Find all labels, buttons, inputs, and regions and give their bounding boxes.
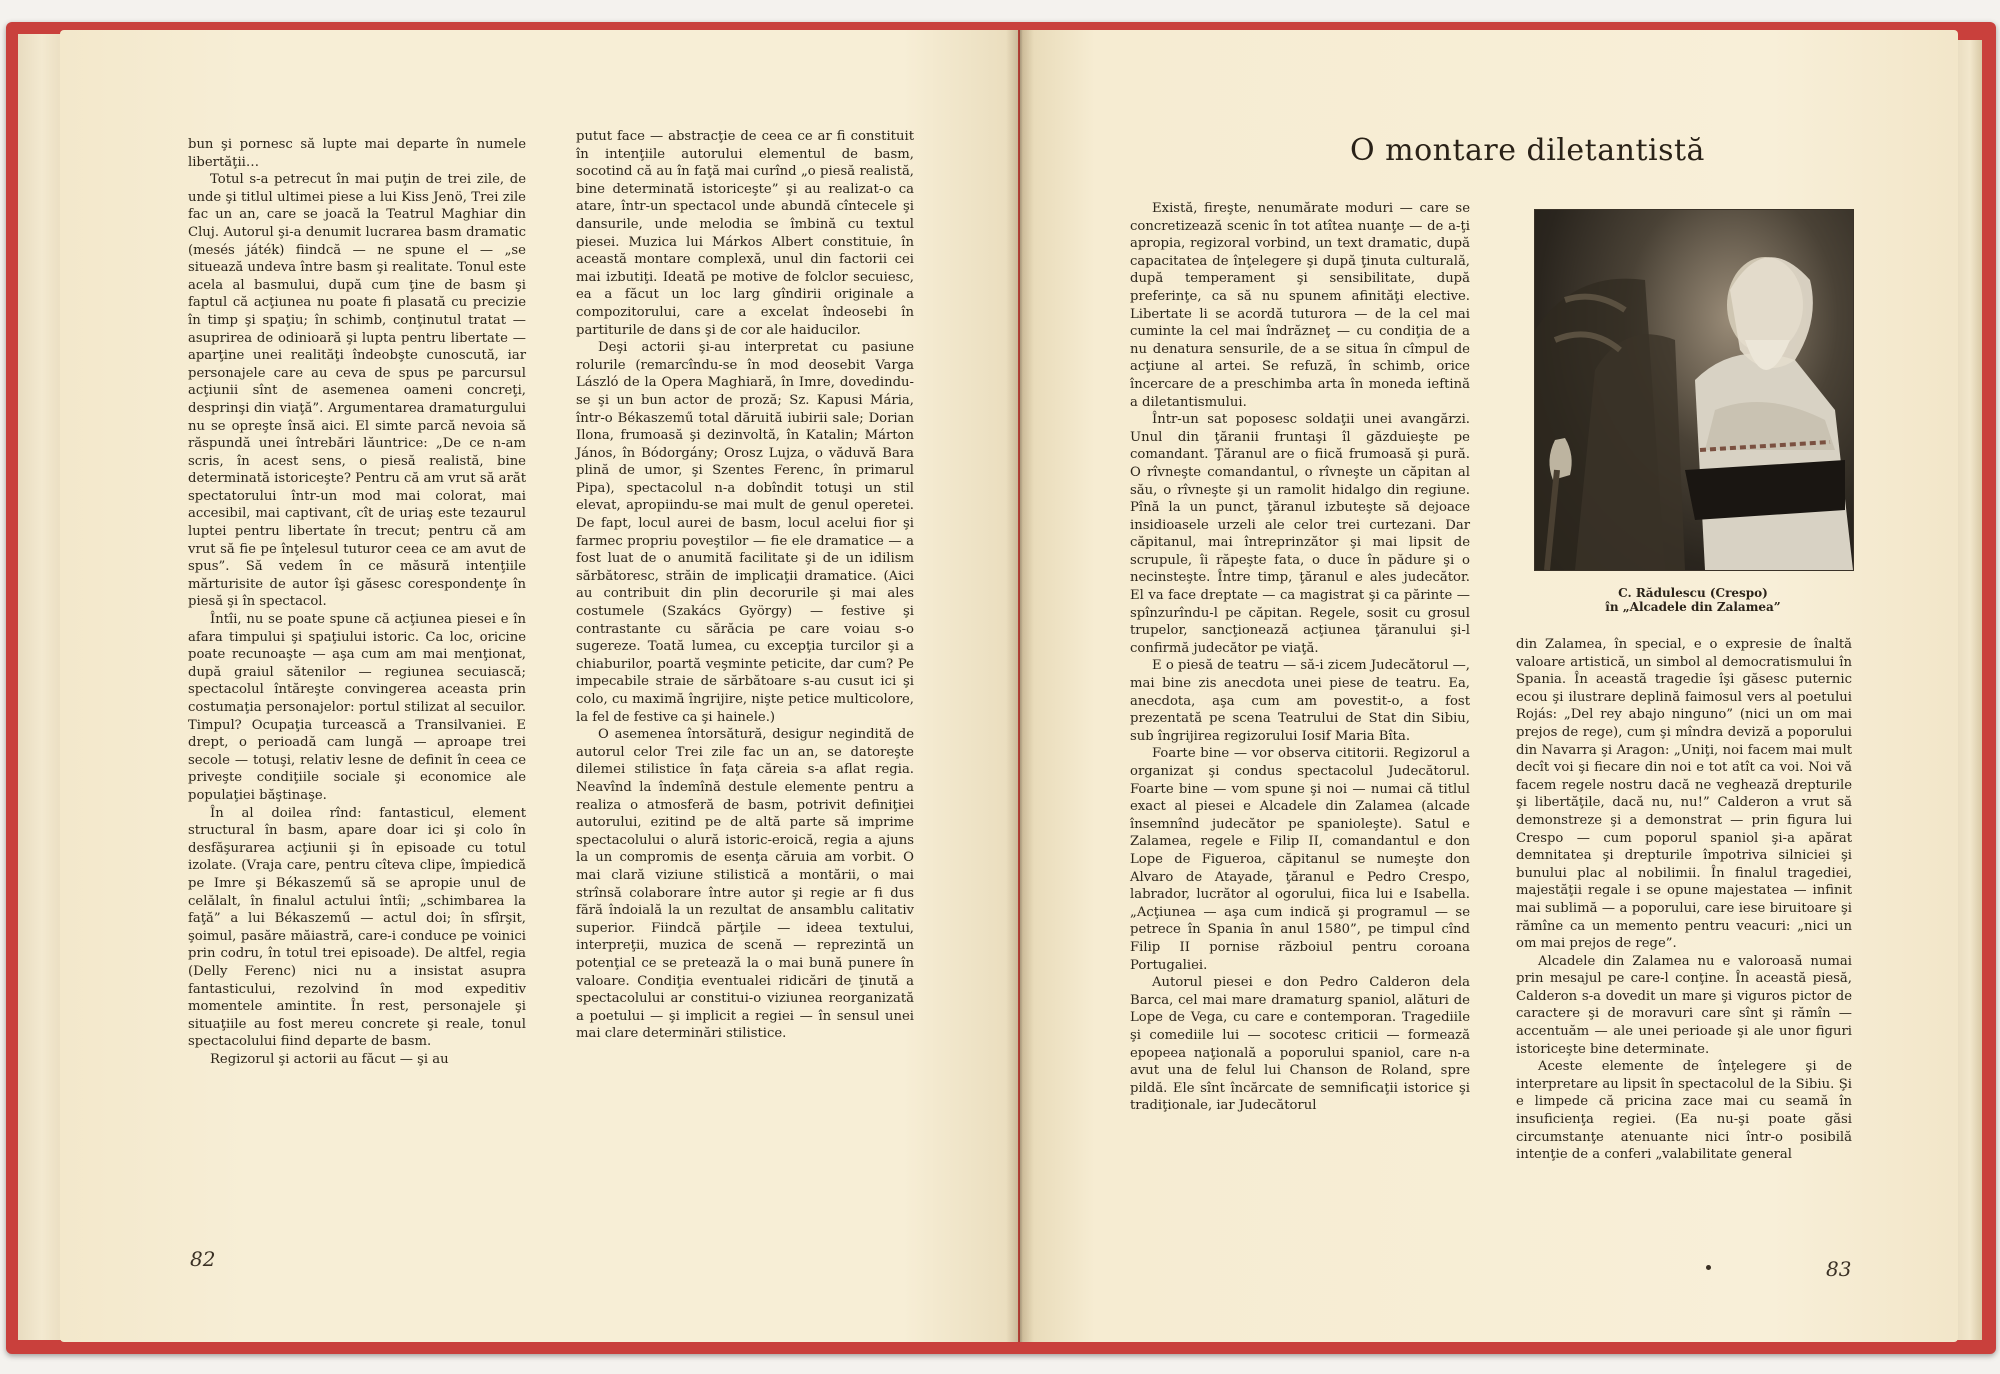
paragraph: Aceste elemente de înţelegere şi de interpretare au lipsit în spectacolul de la Sibiu. Şi e limpede că pricina zace mai cu seamă în insuficienţa regiei. (Ea nu-şi poate găsi circumstanţe atenuante nici într-o posibilă intenţie de a conferi „valabilitate general <box>1516 1059 1852 1163</box>
paragraph: Regizorul şi actorii au făcut — şi au <box>210 1051 449 1067</box>
paragraph: Totul s-a petrecut în mai puţin de trei zile, de unde şi titlul ultimei piese a lui Kiss Jenö, Trei zile fac un an, care se joacă la Teatrul Maghiar din Cluj. Autorul şi-a denumit lucrarea basm dramatic (mesés játék) fiindcă — ne spune el — „se situează undeva între basm şi realitate. Tonul este acela al basmului, după cum ţine de basm şi faptul că acţiunea nu poate fi plasată cu precizie în timp şi spaţiu; în schimb, conţinutul tratat — asuprirea de odinioară şi lupta pentru libertate — aparţine unei realităţi îndeobşte cunoscută, iar personajele care au ceva de spus pe parcursul acţiunii sînt de asemenea oameni concreţi, desprinşi din viaţă”. Argumentarea dramaturgului nu se opreşte însă aici. El simte parcă nevoia să răspundă unei întrebări lăuntrice: „De ce n-am scris, în acest sens, o piesă realistă, bine determinată istoriceşte? Pentru că am vrut să arăt spectatorului într-un mod mai colorat, mai accesibil, mai captivant, cît de uriaş este tezaurul luptei pentru libertate în trecut; pentru că am vrut să fie pe înţelesul tuturor ceea ce am avut de spus”. Să vedem în ce măsură intenţiile mărturisite de autor îşi găsesc corespondenţe în piesă şi în spectacol. <box>188 172 526 610</box>
paragraph: Deşi actorii şi-au interpretat cu pasiune rolurile (remarcîndu-se în mod deosebit Varga László de la Opera Maghiară, în Imre, dovedindu-se şi un bun actor de proză; Sz. Kapusi Mária, într-o Békaszemű total dăruită iubirii sale; Dorian Ilona, frumoasă şi dezinvoltă, în Katalin; Márton János, în Bódorgány; Orosz Lujza, o văduvă Bara plină de umor, şi Szentes Ferenc, în primarul Pipa), spectacolul n-a dobîndit totuşi un stil elevat, apropiindu-se mai mult de genul operetei. De fapt, locul aurei de basm, locul acelui fior şi farmec propriu poveştilor — fie ele dramatice — a fost luat de o anumită facilitate şi de un idilism sărbătoresc, străin de implicaţii dramatice. (Aici au contribuit din plin decorurile şi mai ales costumele (Szakács György) — festive şi contrastante cu sărăcia pe care voiau s-o sugereze. Toată lumea, cu excepţia turcilor şi a chiaburilor, poartă veşminte peticite, dar cum? Pe impecabile straie de sărbătoare s-au cusut ici şi colo, cu maximă îngrijire, nişte petice multicolore, la fel de festive ca şi hainele.) <box>576 340 914 725</box>
right-column-2 <box>1516 636 1852 1164</box>
right-column-1 <box>1130 200 1470 1115</box>
actor-photo <box>1534 209 1854 571</box>
caption-line: în „Alcadele din Zalamea” <box>1605 600 1781 614</box>
actor-photo-illustration <box>1535 210 1853 570</box>
paragraph: bun şi pornesc să lupte mai departe în numele libertăţii… <box>188 137 526 170</box>
paragraph: Alcadele din Zalamea nu e valoroasă numai prin mesajul pe care-l conţine. În această piesă, Calderon s-a dovedit un mare şi viguros pictor de caractere şi de moravuri care sînt şi rămîn — accentuăm — ale unei perioade şi ale unor figuri istoriceşte bine determinate. <box>1516 953 1852 1057</box>
photo-caption <box>1534 586 1852 614</box>
left-column-1 <box>188 136 526 1068</box>
paragraph: Există, fireşte, nenumărate moduri — care se concretizează scenic în tot atîtea nuanţe — de a-ţi apropia, regizoral vorbind, un text dramatic, după capacitatea de înţelegere şi după ţinuta culturală, după temperament şi sensibilitate, după preferinţe, ca să nu spunem afinităţi elective. Libertate li se acordă tuturora — de la cel mai cuminte la cel mai îndrăzneţ — cu condiţia de a nu denatura sensurile, de a se situa în cîmpul de acţiune al artei. Se refuză, în schimb, orice încercare de a preschimba arta în moneda ieftină a diletantismului. <box>1130 201 1470 410</box>
book-gutter <box>1006 30 1034 1342</box>
paragraph: O asemenea întorsătură, desigur negindită de autorul celor Trei zile fac un an, se datoreşte dilemei stilistice în faţa căreia s-a aflat regia. Neavînd la îndemînă destule elemente pentru a realiza o atmosferă de basm, potrivit definiţiei autorului, ezitind pe de altă parte să imprime spectacolului o alură istoric-eroică, regia a ajuns la un compromis de esenţa căruia am vorbit. O mai clară viziune stilistică a montării, o mai strînsă colaborare între autor şi regie ar fi dus fără îndoială la un rezultat de ansamblu calitativ superior. Fiindcă părţile — ideea textului, interpreţii, muzica de scenă — reprezintă un potenţial ce se pretează la o mai bună punere în valoare. Condiţia eventualei ridicări de ţinută a spectacolului ar constitui-o viziunea reorganizată a poetului — şi implicit a regiei — în sensul unei mai clare determinări stilistice. <box>576 727 914 1042</box>
paragraph: din Zalamea, în special, e o expresie de înaltă valoare artistică, un simbol al democratismului în Spania. În această tragedie îşi găsesc puternic ecou şi ilustrare deplină faimosul vers al poetului Rojás: „Del rey abajo ninguno” (nici un om mai prejos de rege), cum şi mîndra deviză a poporului din Navarra şi Aragon: „Uniţi, noi facem mai mult decît voi şi fiecare din noi e tot atît ca voi. Noi vă facem regele nostru dacă ne veghează drepturile şi libertăţile, dacă nu, nu!” Calderon a vrut să demonstreze şi a demonstrat — prin figura lui Crespo — cum poporul spaniol şi-a apărat demnitatea şi drepturile împotriva silniciei şi bunului plac al nobilimii. În finalul tragediei, majestăţii regale i se opune majestatea — infinit mai sublimă — a poporului, care iese biruitoare şi rămîne ca un memento pentru veacuri: „nici un om mai prejos de rege”. <box>1516 637 1852 952</box>
paragraph: Foarte bine — vor observa cititorii. Regizorul a organizat şi condus spectacolul Judecătorul. Foarte bine — vom spune şi noi — numai că titlul exact al piesei e Alcadele din Zalamea (alcade însemnînd judecător pe spanioleşte). Satul e Zalamea, regele e Filip II, comandantul e don Lope de Figueroa, căpitanul se numeşte don Alvaro de Atayade, ţăranul e Pedro Crespo, labrador, lucrător al ogorului, fiica lui e Isabella. „Acţiunea — aşa cum indică şi programul — se petrece în Spania în anul 1580”, pe timpul cînd Filip II pornise războiul pentru coroana Portugaliei. <box>1130 746 1470 973</box>
paragraph: putut face — abstracţie de ceea ce ar fi constituit în intenţiile autorului elementul de basm, socotind că au în faţă mai curînd „o piesă realistă, bine determinată istoriceşte” şi au realizat-o ca atare, într-un spectacol unde abundă cîntecele şi dansurile, unde melodia se îmbină cu textul piesei. Muzica lui Márkos Albert constituie, în această montare complexă, unul din factorii cei mai izbutiţi. Ideată pe motive de folclor secuiesc, ea a făcut un loc larg gîndirii originale a compozitorului, care a excelat îndeosebi în partiturile de dans şi de cor ale haiducilor. <box>576 129 914 338</box>
paragraph: E o piesă de teatru — să-i zicem Judecătorul —, mai bine zis anecdota unei piese de teatru. Ea, anecdota, aşa cum am povestit-o, a fost prezentată pe scena Teatrului de Stat din Sibiu, sub îngrijirea regizorului Iosif Maria Bîta. <box>1130 658 1470 744</box>
left-column-2 <box>576 128 914 1043</box>
page-number-left: 82 <box>190 1247 216 1271</box>
paragraph: În al doilea rînd: fantasticul, element structural în basm, apare doar ici şi colo în desfăşurarea acţiunii şi în episoade cu totul izolate. (Vraja care, pentru cîteva clipe, împiedică pe Imre şi Békaszemű să se apropie unul de celălalt, în finalul actului întîi; „schimbarea la faţă” a lui Békaszemű — actul doi; în sfîrşit, şoimul, pasăre măiastră, care-i conduce pe voinici prin codru, în totul trei episoade). De altfel, regia (Delly Ferenc) nici nu a insistat asupra fantasticului, rezolvind în mod expeditiv momentele amintite. În rest, personajele şi situaţiile au fost mereu concrete şi reale, tonul spectacolului fiind departe de basm. <box>188 805 526 1050</box>
paragraph: Întîi, nu se poate spune că acţiunea piesei e în afara timpului şi spaţiului istoric. Ca loc, oricine poate recunoaşte — aşa cum am mai menţionat, după graiul sătenilor — regiunea secuiască; spectacolul întăreşte convingerea aceasta prin costumaţia personajelor: portul stilizat al secuilor. Timpul? Ocupaţia turcească a Transilvaniei. E drept, o perioadă cam lungă — aproape trei secole — totuşi, relativ lesne de definit în ceea ce priveşte condiţiile sociale şi economice ale populaţiei băştinaşe. <box>188 612 526 803</box>
paragraph: Într-un sat poposesc soldaţii unei avangărzi. Unul din ţăranii fruntaşi îl găzduieşte pe comandant. Ţăranul are o fiică frumoasă şi pură. O rîvneşte comandantul, o rîvneşte un căpitan al său, o rîvneşte şi un ramolit hidalgo din regiune. Pînă la un punct, ţăranul izbuteşte să dejoace insidioasele urzeli ale celor trei curtezani. Dar căpitanul, mai întreprinzător şi mai lipsit de scrupule, îi răpeşte fata, o duce în pădure şi o necinsteşte. Între timp, ţăranul e ales judecător. El va face dreptate — ca magistrat şi ca părinte — spînzurîndu-l pe căpitan. Regele, sosit cu grosul trupelor, sancţionează acţiunea ţăranului şi-l confirmă judecător pe viaţă. <box>1130 412 1470 656</box>
caption-line: C. Rădulescu (Crespo) <box>1618 586 1768 600</box>
decorative-dot <box>1706 1265 1711 1270</box>
paragraph: Autorul piesei e don Pedro Calderon dela Barca, cel mai mare dramaturg spaniol, alături de Lope de Vega, cu care e contemporan. Tragediile şi comediile lui — socotesc criticii — formează epopeea naţională a poporului spaniol, care n-a avut una de felul lui Chanson de Roland, spre pildă. Ele sînt încărcate de semnificaţii istorice şi tradiţionale, iar Judecătorul <box>1130 975 1470 1114</box>
page-number-right: 83 <box>1826 1257 1852 1281</box>
article-title: O montare diletantistă <box>1350 133 1705 168</box>
